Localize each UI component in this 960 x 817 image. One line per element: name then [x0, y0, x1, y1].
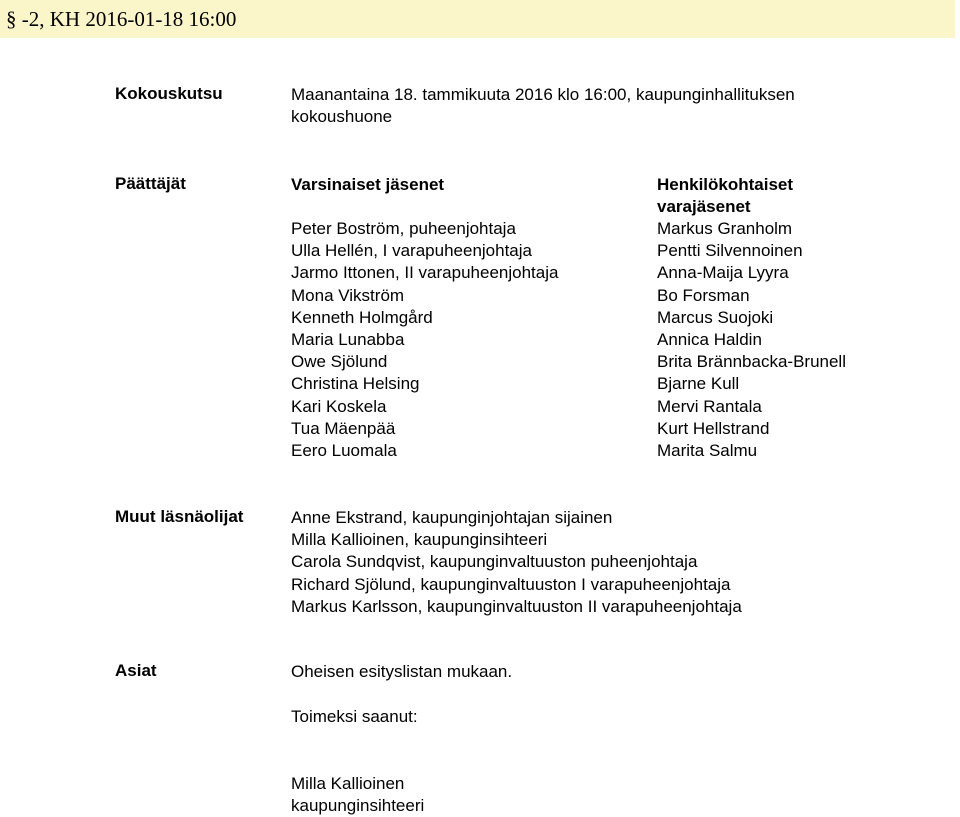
- section-title: [6, 7, 236, 32]
- meeting-text-line1: Maanantaina 18. tammikuuta 2016 klo 16:00, kaupunginhallituksen: [291, 85, 795, 104]
- regular-member: Kenneth Holmgård: [291, 307, 433, 327]
- deputy-member: Mervi Rantala: [657, 396, 762, 416]
- deputies-header-line2: varajäsenet: [657, 197, 751, 216]
- deputies-header-line1: Henkilökohtaiset: [657, 175, 794, 194]
- executed-label: Toimeksi saanut:: [291, 707, 418, 726]
- deputy-member: Brita Brännbacka-Brunell: [657, 352, 846, 372]
- deputy-member: Marcus Suojoki: [657, 307, 774, 327]
- regular-member: Tua Mäenpää: [291, 418, 396, 438]
- signer-title: kaupunginsihteeri: [291, 796, 425, 815]
- regular-member: Ulla Hellén, I varapuheenjohtaja: [291, 241, 532, 261]
- section-title-text: -2, KH 2016-01-18 16:00: [21, 7, 237, 31]
- regular-member: Maria Lunabba: [291, 330, 405, 350]
- regular-member: Kari Koskela: [291, 396, 387, 416]
- regular-member: Eero Luomala: [291, 441, 397, 461]
- other-attendee: Richard Sjölund, kaupunginvaltuuston I varapuheenjohtaja: [291, 574, 731, 594]
- other-attendee: Markus Karlsson, kaupunginvaltuuston II varapuheenjohtaja: [291, 596, 742, 616]
- deputy-member: Bo Forsman: [657, 285, 750, 305]
- meeting-label: Kokouskutsu: [115, 84, 223, 103]
- regular-members-header: Varsinaiset jäsenet: [291, 175, 445, 194]
- deputy-members-list: [657, 218, 846, 462]
- deputy-member: Marita Salmu: [657, 441, 758, 461]
- decision-makers-label: Päättäjät: [115, 174, 186, 193]
- regular-members-list: [291, 218, 558, 462]
- others-list: [291, 507, 742, 618]
- deputy-member: Bjarne Kull: [657, 374, 740, 394]
- deputy-member: Kurt Hellstrand: [657, 418, 770, 438]
- regular-member: Owe Sjölund: [291, 352, 388, 372]
- other-attendee: Milla Kallioinen, kaupunginsihteeri: [291, 530, 548, 550]
- matters-text: Oheisen esityslistan mukaan.: [291, 662, 513, 681]
- matters-label: Asiat: [115, 661, 157, 680]
- section-mark: §: [6, 7, 17, 31]
- deputy-member: Anna-Maija Lyyra: [657, 263, 789, 283]
- others-label: Muut läsnäolijat: [115, 507, 244, 526]
- deputy-member: Annica Haldin: [657, 330, 762, 350]
- signer-name: Milla Kallioinen: [291, 774, 405, 793]
- deputy-member: Markus Granholm: [657, 219, 793, 238]
- meeting-text-line2: kokoushuone: [291, 107, 393, 126]
- regular-member: Christina Helsing: [291, 374, 420, 394]
- other-attendee: Anne Ekstrand, kaupunginjohtajan sijainen: [291, 508, 613, 527]
- regular-member: Jarmo Ittonen, II varapuheenjohtaja: [291, 263, 559, 283]
- regular-member: Mona Vikström: [291, 285, 405, 305]
- section-header: [0, 0, 955, 38]
- regular-member: Peter Boström, puheenjohtaja: [291, 219, 516, 238]
- deputy-member: Pentti Silvennoinen: [657, 241, 803, 261]
- other-attendee: Carola Sundqvist, kaupunginvaltuuston puheenjohtaja: [291, 552, 698, 572]
